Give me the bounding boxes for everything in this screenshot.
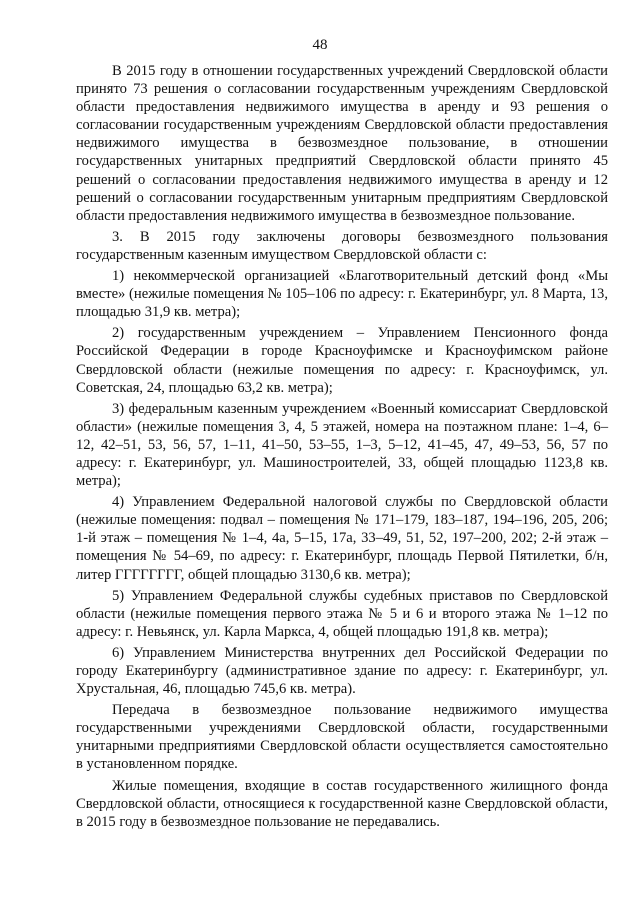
list-item-charity-fund: 1) некоммерческой организацией «Благотворительный детский фонд «Мы вместе» (нежилые помещения № 105–106 по адресу: г. Екатеринбург, ул. 8 Марта, 13, площадью 31,9 кв. метра);: [76, 268, 608, 321]
list-item-tax-service: 4) Управлением Федеральной налоговой службы по Свердловской области (нежилые помещения: подвал – помещения № 171–179, 183–187, 194–196, 205, 206; 1-й этаж – помещения № 1–4, 4а, 5–15, 17а, 33–49, 51, 52, 197–200, 202; 2-й этаж – помещения № 54–69, по адресу: г. Екатеринбург, площадь Первой Пятилетки, б/н, литер ГГГГГГГГ, общей площадью 3130,6 кв. метра);: [76, 494, 608, 583]
list-item-military-commissariat: 3) федеральным казенным учреждением «Военный комиссариат Свердловской области» (нежилые помещения 3, 4, 5 этажей, номера на поэтажном плане: 1–4, 6–12, 42–51, 53, 56, 57, 1–11, 41–50, 53–55, 1–3, 5–12, 41–45, 47, 49–53, 56, 57 по адресу: г. Екатеринбург, ул. Машиностроителей, 33, общей площадью 1123,8 кв. метра);: [76, 400, 608, 490]
list-item-pension-fund: 2) государственным учреждением – Управлением Пенсионного фонда Российской Федерации в городе Красноуфимске и Красноуфимском районе Свердловской области (нежилые помещения по адресу: г. Красноуфимск, ул. Советская, 24, площадью 63,2 кв. метра);: [76, 325, 608, 396]
paragraph-state-institutions-decisions: В 2015 году в отношении государственных учреждений Свердловской области принято 73 решения о согласовании государственным учреждениям Свердловской области предоставления недвижимого имущества в аренду и 93 решения о согласовании государственным учреждениям Свердловской области предоставления недвижимого имущества в безвозмездное пользование, в отношении государственных унитарных предприятий Свердловской области принято 45 решений о согласовании предоставления недвижимого имущества в аренду и 12 решений о согласовании государственным унитарным предприятиям Свердловской области предоставления недвижимого имущества в безвозмездное пользование.: [76, 63, 608, 224]
paragraph-free-use-contracts-intro: 3. В 2015 году заключены договоры безвозмездного пользования государственным казенным имуществом Свердловской области с:: [76, 228, 608, 263]
page-number: 48: [312, 37, 328, 53]
paragraph-residential-premises: Жилые помещения, входящие в состав государственного жилищного фонда Свердловской области, относящиеся к государственной казне Свердловской области, в 2015 году в безвозмездное пользование не передавались.: [76, 777, 608, 830]
list-item-interior-ministry: 6) Управлением Министерства внутренних дел Российской Федерации по городу Екатеринбургу (административное здание по адресу: г. Екатеринбург, ул. Хрустальная, 46, площадью 745,6 кв. метра).: [76, 644, 608, 698]
document-body: [76, 62, 608, 834]
paragraph-transfer-order: Передача в безвозмездное пользование недвижимого имущества государственными учреждениями Свердловской области, государственными унитарными предприятиями Свердловской области осуществляется самостоятельно в установленном порядке.: [76, 702, 608, 773]
list-item-bailiffs-service: 5) Управлением Федеральной службы судебных приставов по Свердловской области (нежилые помещения первого этажа № 5 и 6 и второго этажа № 1–12 по адресу: г. Невьянск, ул. Карла Маркса, 4, общей площадью 191,8 кв. метра);: [76, 587, 608, 640]
